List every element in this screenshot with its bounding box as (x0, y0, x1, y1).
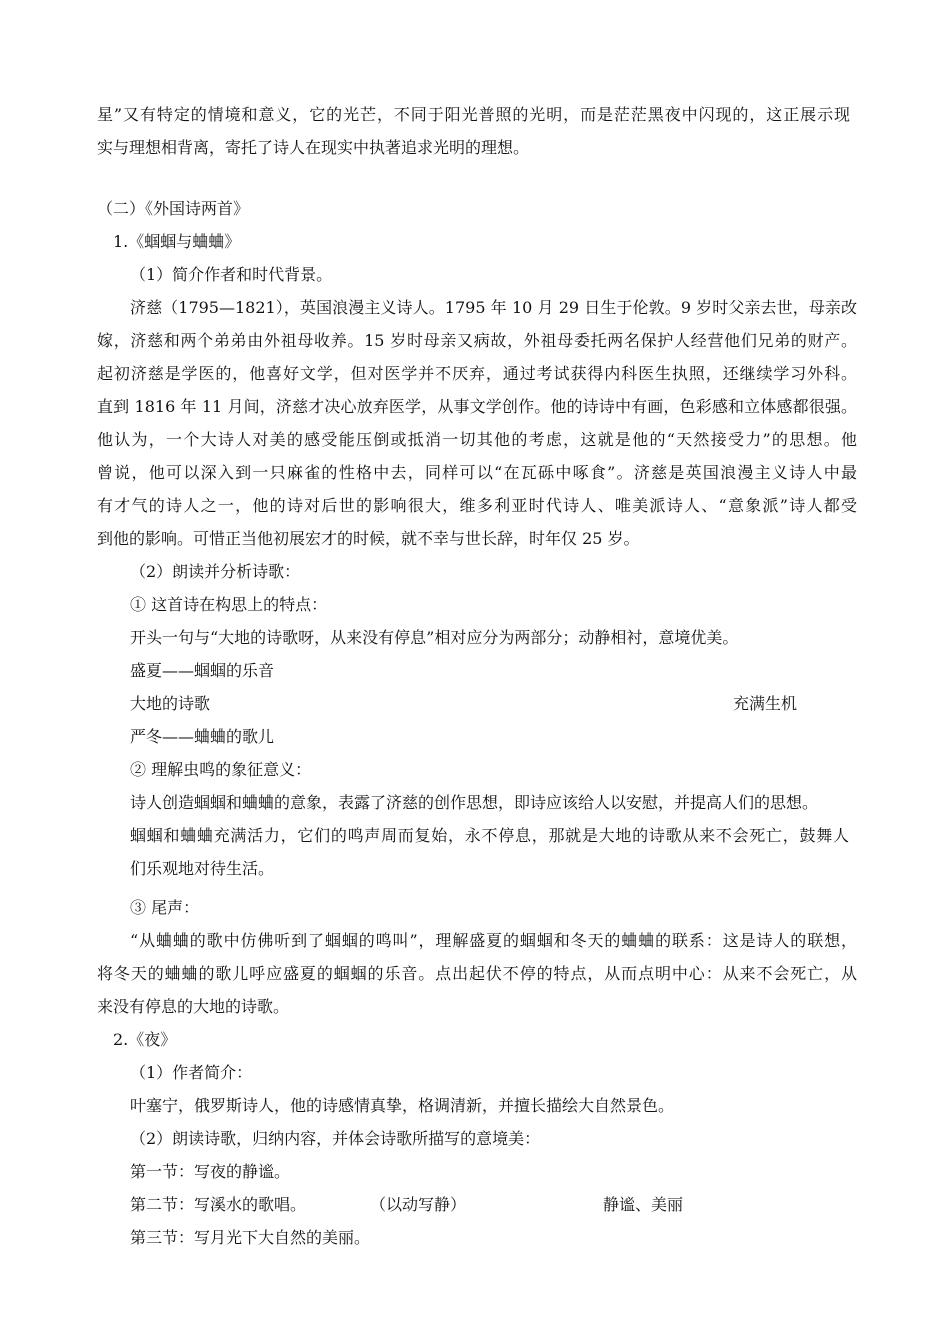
point-3-heading: ③ 尾声： (130, 898, 200, 917)
diagram-result: 充满生机 (733, 694, 798, 713)
point-1-heading: ① 这首诗在构思上的特点： (130, 595, 328, 614)
poem1-sub-heading-1: （1）简介作者和时代背景。 (130, 265, 333, 284)
point-2-line-2: 蝈蝈和蛐蛐充满活力，它们的鸣声周而复始，永不停息，那就是大地的诗歌从来不会死亡，鼓舞人 (130, 826, 849, 845)
bio-line-2: 嫁，济慈和两个弟弟由外祖母收养。15 岁时母亲又病故，外祖母委托两名保护人经营他们兄弟的财产。 (97, 331, 857, 350)
bio-line-5: 他认为，一个大诗人对美的感受能压倒或抵消一切其他的考虑，这就是他的“天然接受力”的思想。他 (97, 430, 857, 449)
poem1-sub-heading-2: （2）朗读并分析诗歌： (130, 562, 301, 581)
stanza-1: 第一节：写夜的静谧。 (130, 1162, 291, 1181)
diagram-summer: 盛夏——蝈蝈的乐音 (130, 661, 275, 680)
bio-line-8: 到他的影响。可惜正当他初展宏才的时候，就不幸与世长辞，时年仅 25 岁。 (97, 529, 640, 548)
point-2-line-3: 们乐观地对待生活。 (130, 859, 275, 878)
point-1-text: 开头一句与“大地的诗歌呀，从来没有停息”相对应分为两部分；动静相衬，意境优美。 (130, 628, 739, 647)
bio-line-4: 直到 1816 年 11 月间，济慈才决心放弃医学，从事文学创作。他的诗诗中有画，色彩感和立体感都很强。 (97, 397, 857, 416)
point-2-heading: ② 理解虫鸣的象征意义： (130, 760, 312, 779)
point-3-line-1: “从蛐蛐的歌中仿佛听到了蝈蝈的鸣叫”，理解盛夏的蝈蝈和冬天的蛐蛐的联系：这是诗人的联想， (130, 931, 857, 950)
poem2-title: 2.《夜》 (113, 1030, 177, 1049)
diagram-winter: 严冬——蛐蛐的歌儿 (130, 727, 275, 746)
intro-line-1: 星”又有特定的情境和意义，它的光芒，不同于阳光普照的光明，而是茫茫黑夜中闪现的，这正展示现 (97, 105, 850, 124)
section-heading: （二）《外国诗两首》 (97, 199, 250, 218)
point-3-line-2: 将冬天的蛐蛐的歌儿呼应盛夏的蝈蝈的乐音。点出起伏不停的特点，从而点明中心：从来不会死亡，从 (97, 964, 857, 983)
poem2-sub-heading-1: （1）作者简介： (130, 1063, 253, 1082)
intro-line-2: 实与理想相背离，寄托了诗人在现实中执著追求光明的理想。 (97, 138, 530, 157)
bio-line-1: 济慈（1795—1821），英国浪漫主义诗人。1795 年 10 月 29 日生于伦敦。9 岁时父亲去世，母亲改 (130, 298, 857, 317)
poem2-sub-heading-2: （2）朗读诗歌，归纳内容，并体会诗歌所描写的意境美： (130, 1129, 541, 1148)
bio-line-3: 起初济慈是学医的，他喜好文学，但对医学并不厌弃，通过考试获得内科医生执照，还继续学习外科。 (97, 364, 857, 383)
point-2-line-1: 诗人创造蝈蝈和蛐蛐的意象，表露了济慈的创作思想，即诗应该给人以安慰，并提高人们的思想。 (130, 793, 819, 812)
poem1-title: 1.《蝈蝈与蛐蛐》 (113, 232, 241, 251)
stanza-2-result: 静谧、美丽 (603, 1195, 684, 1214)
stanza-2: 第二节：写溪水的歌唱。 (130, 1195, 307, 1214)
bio-line-7: 有才气的诗人之一，他的诗对后世的影响很大，维多利亚时代诗人、唯美派诗人、“意象派”诗人都受 (97, 496, 857, 515)
author-intro: 叶塞宁，俄罗斯诗人，他的诗感情真挚，格调清新，并擅长描绘大自然景色。 (130, 1096, 675, 1115)
bio-line-6: 曾说，他可以深入到一只麻雀的性格中去，同样可以“在瓦砾中啄食”。济慈是英国浪漫主义诗人中最 (97, 463, 857, 482)
stanza-3: 第三节：写月光下大自然的美丽。 (130, 1228, 371, 1247)
point-3-line-3: 来没有停息的大地的诗歌。 (97, 997, 290, 1016)
stanza-2-note: （以动写静） (370, 1195, 467, 1214)
diagram-center: 大地的诗歌 (130, 694, 211, 713)
